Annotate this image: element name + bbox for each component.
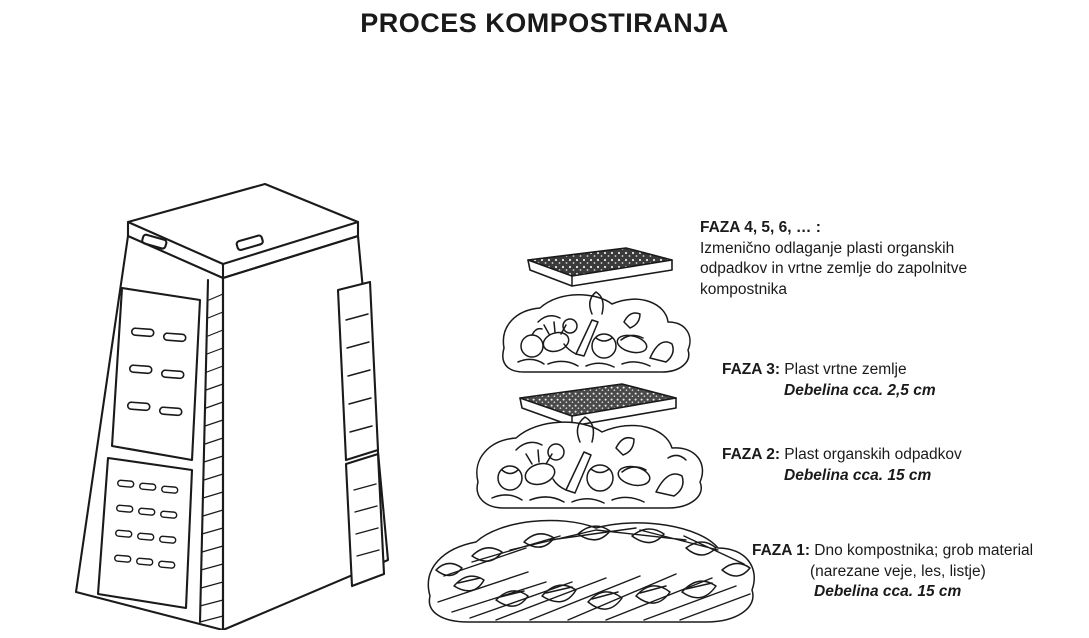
label-phase-1-text2: (narezane veje, les, listje) bbox=[810, 562, 986, 580]
label-phase-4-line3: kompostnika bbox=[700, 280, 788, 298]
label-phase-2 bbox=[722, 445, 1052, 486]
label-phase-4-line1: Izmenično odlaganje plasti organskih bbox=[700, 239, 955, 257]
label-phase-2-thickness: Debelina cca. 15 cm bbox=[784, 466, 932, 484]
compost-bin-illustration bbox=[40, 160, 440, 630]
label-phase-3-head: FAZA 3: bbox=[722, 361, 780, 378]
label-phase-2-text: Plast organskih odpadkov bbox=[784, 446, 962, 463]
label-phase-1-head: FAZA 1: bbox=[752, 542, 810, 559]
label-phase-1-thickness: Debelina cca. 15 cm bbox=[814, 583, 962, 601]
label-phase-4-head: FAZA 4, 5, 6, … : bbox=[700, 219, 821, 236]
page-title: PROCES KOMPOSTIRANJA bbox=[360, 8, 729, 38]
label-phase-1-text: Dno kompostnika; grob material bbox=[814, 542, 1034, 559]
label-phase-2-head: FAZA 2: bbox=[722, 446, 780, 463]
label-phase-3-thickness: Debelina cca. 2,5 cm bbox=[784, 381, 936, 399]
label-phase-3 bbox=[722, 360, 1042, 401]
label-phase-3-text: Plast vrtne zemlje bbox=[784, 361, 907, 378]
label-phase-1 bbox=[752, 541, 1082, 603]
label-phase-4-line2: odpadkov in vrtne zemlje do zapolnitve bbox=[700, 260, 968, 278]
label-phase-4 bbox=[700, 218, 1030, 300]
